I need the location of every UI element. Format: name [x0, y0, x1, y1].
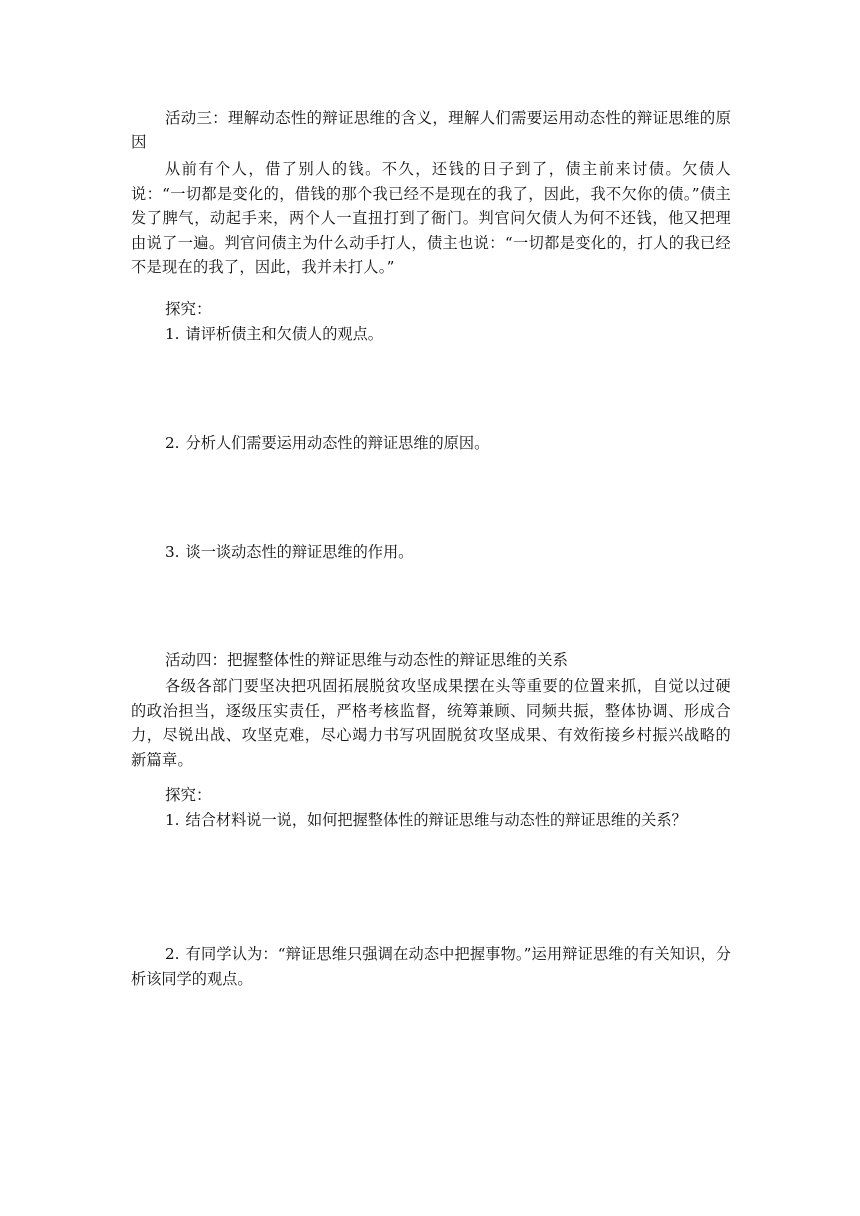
question-text: 有同学认为：“辩证思维只强调在动态中把握事物。”运用辩证思维的有关知识，分析该同学的观点。 — [131, 945, 731, 988]
activity4-material: 各级各部门要坚决把巩固拓展脱贫攻坚成果摆在头等重要的位置来抓，自觉以过硬的政治担当，逐级压实责任，严格考核监督，统筹兼顾、同频共振，整体协调、形成合力，尽锐出战、攻坚克难，尽心竭力书写巩固脱贫攻坚成果、有效衔接乡村振兴战略的新篇章。 — [131, 677, 731, 769]
question-text: 谈一谈动态性的辩证思维的作用。 — [185, 543, 414, 561]
activity3-question-3 — [131, 540, 731, 565]
question-text: 结合材料说一说，如何把握整体性的辩证思维与动态性的辩证思维的关系？ — [185, 811, 687, 829]
question-number: 2. — [165, 434, 180, 452]
activity4-question-2 — [131, 942, 731, 992]
question-number: 1. — [165, 811, 180, 829]
question-number: 1. — [165, 325, 180, 343]
activity4-title: 活动四：把握整体性的辩证思维与动态性的辩证思维的关系 — [165, 651, 569, 669]
question-text: 分析人们需要运用动态性的辩证思维的原因。 — [185, 434, 490, 452]
activity3-question-1 — [131, 322, 731, 347]
activity3-explore-label: 探究： — [165, 300, 212, 318]
activity3-question-2 — [131, 431, 731, 456]
activity3-material: 从前有个人，借了别人的钱。不久，还钱的日子到了，债主前来讨债。欠债人说：“一切都是变化的，借钱的那个我已经不是现在的我了，因此，我不欠你的债。”债主发了脾气，动起手来，两个人一直扭打到了衙门。判官问欠债人为何不还钱，他又把理由说了一遍。判官问债主为什么动手打人，债主也说：“一切都是变化的，打人的我已经不是现在的我了，因此，我并未打人。” — [131, 160, 731, 276]
activity4-explore-label: 探究： — [165, 786, 212, 804]
question-text: 请评析债主和欠债人的观点。 — [185, 325, 383, 343]
activity4-question-1 — [131, 808, 731, 833]
question-number: 3. — [165, 543, 180, 561]
question-number: 2. — [165, 945, 180, 963]
activity3-title: 活动三：理解动态性的辩证思维的含义，理解人们需要运用动态性的辩证思维的原因 — [131, 109, 731, 151]
